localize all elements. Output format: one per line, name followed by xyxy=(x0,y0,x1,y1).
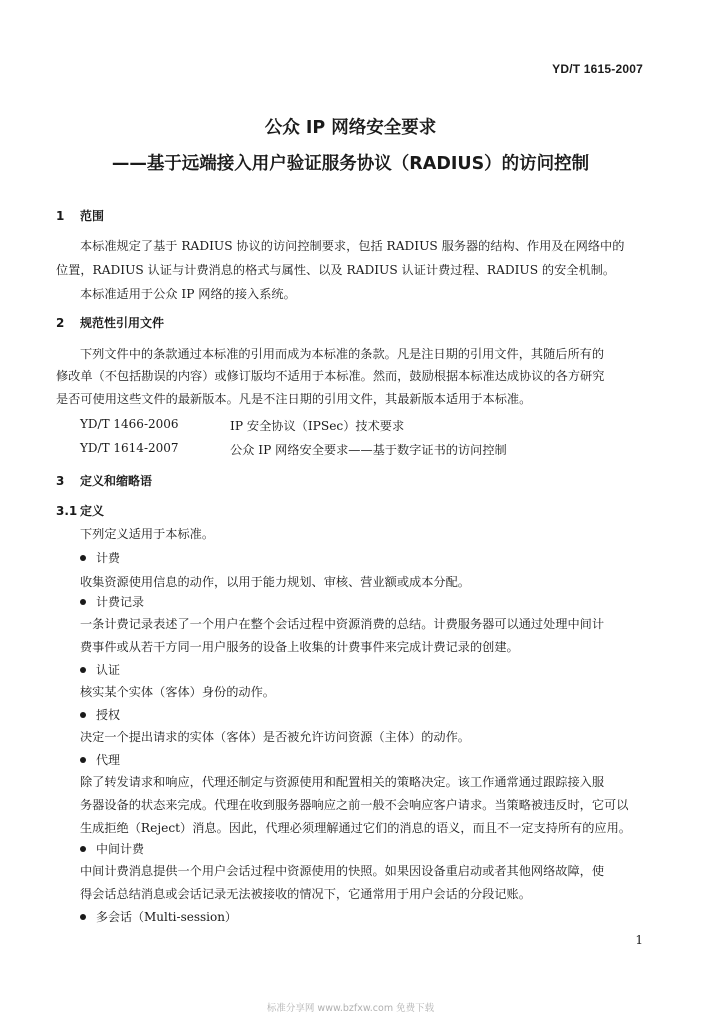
page-number: 1 xyxy=(635,933,643,947)
term-definition-line: 决定一个提出请求的实体（客体）是否被允许访问资源（主体）的动作。 xyxy=(80,730,470,744)
term-name: 多会话（Multi-session） xyxy=(96,910,237,924)
section-1-para-1-line-1: 本标准规定了基于 RADIUS 协议的访问控制要求，包括 RADIUS 服务器的结构、作用及在网络中的 xyxy=(80,239,625,253)
term-label xyxy=(80,840,144,857)
term-name: 中间计费 xyxy=(96,842,145,856)
section-number: 1 xyxy=(56,209,65,223)
reference-title: 公众 IP 网络安全要求——基于数字证书的访问控制 xyxy=(230,443,507,457)
term-definition-line: 一条计费记录表述了一个用户在整个会话过程中资源消费的总结。计费服务器可以通过处理中间计 xyxy=(80,617,605,631)
section-1-heading xyxy=(56,207,104,224)
bullet-icon xyxy=(80,846,86,852)
section-title: 范围 xyxy=(80,209,105,223)
watermark: 标准分享网 www.bzfxw.com 免费下载 xyxy=(266,1003,435,1014)
term-definition-line: 务器设备的状态来完成。代理在收到服务器响应之前一般不会响应客户请求。当策略被违反时，它可以 xyxy=(80,798,629,812)
section-2-para-line-2: 修改单（不包括勘误的内容）或修订版均不适用于本标准。然而，鼓励根据本标准达成协议的各方研究 xyxy=(56,369,605,383)
section-title: 规范性引用文件 xyxy=(80,316,165,330)
term-definition-line: 费事件或从若干方同一用户服务的设备上收集的计费事件来完成计费记录的创建。 xyxy=(80,640,519,654)
section-number: 3.1 xyxy=(56,504,78,518)
term-label xyxy=(80,549,120,566)
bullet-icon xyxy=(80,599,86,605)
term-definition-line: 除了转发请求和响应，代理还制定与资源使用和配置相关的策略决定。该工作通常通过跟踪接入服 xyxy=(80,775,605,789)
term-definition-line: 得会话总结消息或会话记录无法被接收的情况下，它通常用于用户会话的分段记账。 xyxy=(80,887,531,901)
reference-code: YD/T 1466-2006 xyxy=(80,417,179,431)
section-2-para-line-3: 是否可使用这些文件的最新版本。凡是不注日期的引用文件，其最新版本适用于本标准。 xyxy=(56,392,532,406)
term-definition-line: 中间计费消息提供一个用户会话过程中资源使用的快照。如果因设备重启动或者其他网络故障，使 xyxy=(80,864,605,878)
section-1-para-2: 本标准适用于公众 IP 网络的接入系统。 xyxy=(80,287,296,301)
term-label xyxy=(80,661,120,678)
section-number: 3 xyxy=(56,474,65,488)
section-title: 定义 xyxy=(80,504,105,518)
document-title: 公众 IP 网络安全要求 xyxy=(264,118,437,138)
term-label xyxy=(80,908,237,925)
bullet-icon xyxy=(80,757,86,763)
term-name: 代理 xyxy=(96,753,121,767)
bullet-icon xyxy=(80,712,86,718)
term-name: 计费记录 xyxy=(96,595,145,609)
reference-title: IP 安全协议（IPSec）技术要求 xyxy=(230,419,405,433)
section-3-heading xyxy=(56,472,152,489)
section-2-para-line-1: 下列文件中的条款通过本标准的引用而成为本标准的条款。凡是注日期的引用文件，其随后所有的 xyxy=(80,347,605,361)
section-title: 定义和缩略语 xyxy=(80,474,153,488)
term-name: 授权 xyxy=(96,708,121,722)
term-name: 认证 xyxy=(96,663,121,677)
bullet-icon xyxy=(80,555,86,561)
term-label xyxy=(80,706,120,723)
term-definition-line: 核实某个实体（客体）身份的动作。 xyxy=(80,685,275,699)
section-1-para-1-line-2: 位置，RADIUS 认证与计费消息的格式与属性、以及 RADIUS 认证计费过程、RADIUS 的安全机制。 xyxy=(56,263,616,277)
term-label xyxy=(80,593,144,610)
bullet-icon xyxy=(80,667,86,673)
bullet-icon xyxy=(80,914,86,920)
reference-code: YD/T 1614-2007 xyxy=(80,441,179,455)
term-definition-line: 生成拒绝（Reject）消息。因此，代理必须理解通过它们的消息的语义，而且不一定支持所有的应用。 xyxy=(80,821,631,835)
term-name: 计费 xyxy=(96,551,121,565)
definitions-intro: 下列定义适用于本标准。 xyxy=(80,527,215,541)
section-3-1-heading xyxy=(56,502,104,519)
document-subtitle: ——基于远端接入用户验证服务协议（RADIUS）的访问控制 xyxy=(111,154,590,174)
section-number: 2 xyxy=(56,316,65,330)
term-definition-line: 收集资源使用信息的动作，以用于能力规划、审核、营业额或成本分配。 xyxy=(80,575,470,589)
term-label xyxy=(80,751,120,768)
section-2-heading xyxy=(56,314,164,331)
standard-number: YD/T 1615-2007 xyxy=(552,62,643,76)
